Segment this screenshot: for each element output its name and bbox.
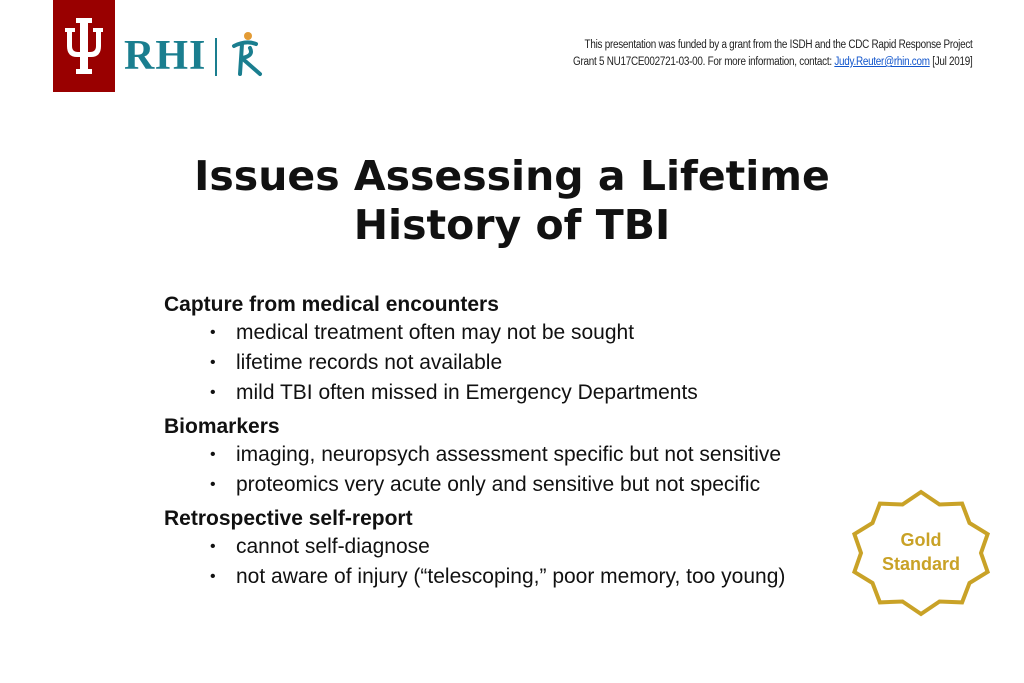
grant-notice-line1: This presentation was funded by a grant from the ISDH and the CDC Rapid Response Project [585, 39, 973, 51]
section-self-report [164, 506, 864, 592]
grant-notice-suffix: [Jul 2019] [930, 56, 973, 68]
gold-standard-badge [848, 488, 994, 618]
iu-logo [53, 0, 115, 92]
bullet-text: cannot self-diagnose [236, 535, 430, 558]
section-biomarkers [164, 414, 864, 500]
rhi-logo-text: RHI [124, 33, 207, 79]
section-heading: Retrospective self-report [164, 507, 413, 530]
bullet-item [164, 440, 864, 470]
bullet-text: medical treatment often may not be sought [236, 321, 635, 344]
gold-badge-line1: Gold [900, 530, 942, 550]
bullet-dot: • [210, 384, 216, 401]
slide-title-line2: History of TBI [353, 201, 671, 249]
bullet-dot: • [210, 324, 216, 341]
bullet-dot: • [210, 354, 216, 371]
grant-notice-line2 [574, 54, 973, 71]
bullet-text: imaging, neuropsych assessment specific but not sensitive [236, 443, 782, 466]
bullet-item [164, 470, 864, 500]
bullet-text: lifetime records not available [236, 351, 503, 374]
contact-email-link[interactable]: Judy.Reuter@rhin.com [834, 56, 931, 68]
bullet-item [164, 348, 864, 378]
grant-notice-prefix: Grant 5 NU17CE002721-03-00. For more information, contact: [573, 56, 835, 68]
bullet-dot: • [210, 476, 216, 493]
section-heading: Biomarkers [164, 415, 280, 438]
bullet-dot: • [210, 538, 216, 555]
bullet-item [164, 562, 864, 592]
iu-trident-icon [63, 16, 105, 76]
bullet-text: not aware of injury (“telescoping,” poor memory, too young) [236, 565, 786, 588]
bullet-text: mild TBI often missed in Emergency Departments [236, 381, 698, 404]
bullet-item [164, 378, 864, 408]
grant-notice [574, 37, 973, 71]
section-heading: Capture from medical encounters [164, 293, 499, 316]
bullet-item [164, 318, 864, 348]
bullet-item [164, 532, 864, 562]
slide-title [0, 152, 1024, 250]
slide-title-line1: Issues Assessing a Lifetime [194, 152, 830, 200]
bullet-dot: • [210, 568, 216, 585]
bullet-list [164, 318, 864, 408]
bullet-text: proteomics very acute only and sensitive but not specific [236, 473, 761, 496]
bullet-list [164, 440, 864, 500]
logo-divider [215, 38, 217, 76]
running-figure-icon [226, 30, 266, 78]
gold-badge-line2: Standard [881, 554, 960, 574]
gold-badge-label [848, 528, 994, 576]
bullet-dot: • [210, 446, 216, 463]
section-medical-encounters [164, 292, 864, 408]
slide-content [164, 292, 864, 598]
bullet-list [164, 532, 864, 592]
